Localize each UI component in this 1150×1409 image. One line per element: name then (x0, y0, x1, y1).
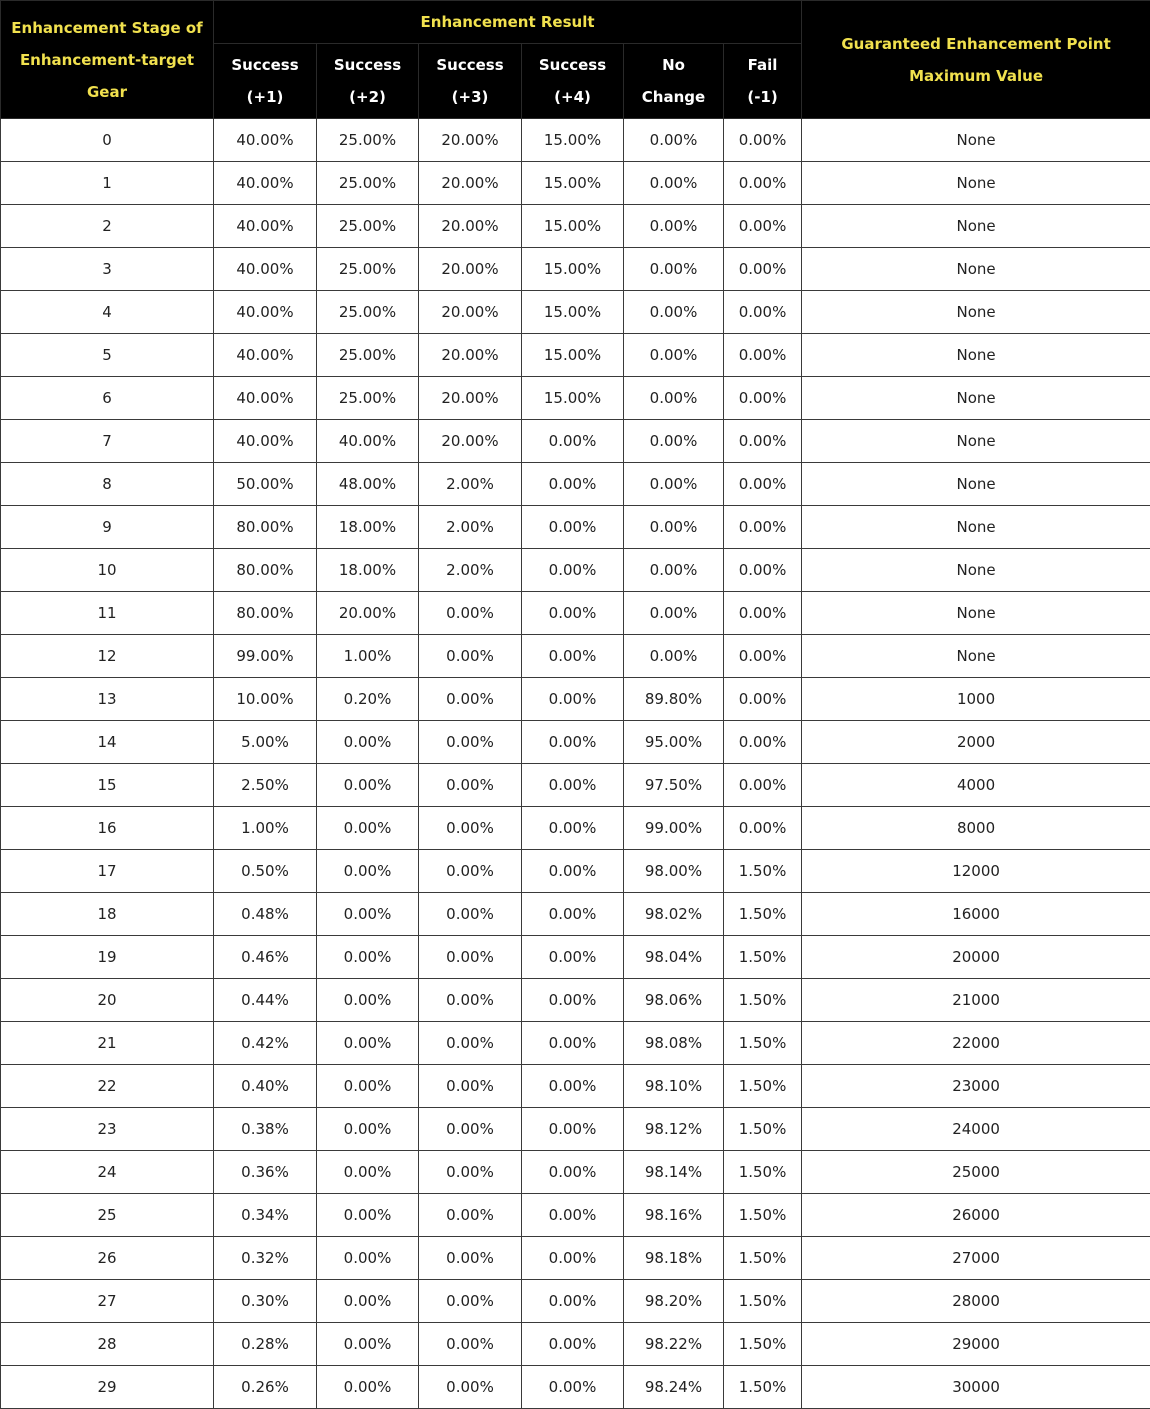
cell-success-plus-2: 0.00% (317, 1280, 419, 1323)
cell-success-plus-1: 0.28% (214, 1323, 317, 1366)
cell-guaranteed-max: 29000 (802, 1323, 1150, 1366)
cell-fail-minus-1: 0.00% (724, 506, 802, 549)
cell-stage: 25 (1, 1194, 214, 1237)
cell-success-plus-4: 0.00% (522, 1151, 624, 1194)
cell-success-plus-3: 0.00% (419, 893, 522, 936)
cell-guaranteed-max: None (802, 248, 1150, 291)
cell-success-plus-3: 0.00% (419, 1194, 522, 1237)
cell-no-change: 97.50% (624, 764, 724, 807)
cell-success-plus-2: 1.00% (317, 635, 419, 678)
cell-success-plus-3: 20.00% (419, 119, 522, 162)
header-fail-minus-1: Fail (-1) (724, 44, 802, 119)
header-guaranteed-point: Guaranteed Enhancement Point Maximum Value (802, 1, 1150, 119)
cell-success-plus-2: 0.00% (317, 721, 419, 764)
cell-success-plus-3: 0.00% (419, 850, 522, 893)
cell-success-plus-3: 0.00% (419, 1151, 522, 1194)
cell-success-plus-2: 25.00% (317, 291, 419, 334)
cell-fail-minus-1: 1.50% (724, 1194, 802, 1237)
cell-fail-minus-1: 0.00% (724, 549, 802, 592)
cell-success-plus-4: 0.00% (522, 979, 624, 1022)
cell-success-plus-4: 0.00% (522, 1108, 624, 1151)
cell-success-plus-1: 0.38% (214, 1108, 317, 1151)
cell-success-plus-4: 15.00% (522, 162, 624, 205)
cell-stage: 29 (1, 1366, 214, 1409)
table-row (1, 1194, 1150, 1237)
cell-stage: 4 (1, 291, 214, 334)
cell-success-plus-1: 0.44% (214, 979, 317, 1022)
cell-success-plus-1: 50.00% (214, 463, 317, 506)
cell-success-plus-2: 25.00% (317, 377, 419, 420)
cell-success-plus-2: 0.00% (317, 1108, 419, 1151)
cell-success-plus-1: 5.00% (214, 721, 317, 764)
table-body (1, 119, 1150, 1409)
cell-no-change: 98.22% (624, 1323, 724, 1366)
cell-success-plus-1: 40.00% (214, 205, 317, 248)
cell-no-change: 0.00% (624, 377, 724, 420)
cell-fail-minus-1: 0.00% (724, 291, 802, 334)
cell-guaranteed-max: 24000 (802, 1108, 1150, 1151)
cell-success-plus-4: 0.00% (522, 1194, 624, 1237)
table-row (1, 119, 1150, 162)
table-row (1, 291, 1150, 334)
cell-no-change: 98.16% (624, 1194, 724, 1237)
cell-success-plus-2: 0.00% (317, 1194, 419, 1237)
cell-success-plus-4: 15.00% (522, 377, 624, 420)
table-row (1, 420, 1150, 463)
table-row (1, 635, 1150, 678)
cell-stage: 23 (1, 1108, 214, 1151)
cell-guaranteed-max: None (802, 463, 1150, 506)
cell-stage: 7 (1, 420, 214, 463)
cell-guaranteed-max: None (802, 592, 1150, 635)
cell-success-plus-1: 10.00% (214, 678, 317, 721)
cell-guaranteed-max: None (802, 119, 1150, 162)
table-row (1, 764, 1150, 807)
cell-success-plus-1: 0.36% (214, 1151, 317, 1194)
table-row (1, 1151, 1150, 1194)
cell-stage: 27 (1, 1280, 214, 1323)
table-row (1, 721, 1150, 764)
table-row (1, 248, 1150, 291)
cell-success-plus-3: 0.00% (419, 592, 522, 635)
cell-success-plus-2: 0.20% (317, 678, 419, 721)
cell-fail-minus-1: 0.00% (724, 377, 802, 420)
cell-no-change: 98.24% (624, 1366, 724, 1409)
cell-success-plus-3: 20.00% (419, 162, 522, 205)
cell-no-change: 0.00% (624, 205, 724, 248)
cell-success-plus-2: 48.00% (317, 463, 419, 506)
cell-fail-minus-1: 0.00% (724, 592, 802, 635)
cell-success-plus-4: 0.00% (522, 549, 624, 592)
cell-guaranteed-max: 22000 (802, 1022, 1150, 1065)
cell-no-change: 98.10% (624, 1065, 724, 1108)
table-row (1, 377, 1150, 420)
cell-success-plus-3: 20.00% (419, 248, 522, 291)
cell-guaranteed-max: None (802, 549, 1150, 592)
cell-success-plus-3: 0.00% (419, 979, 522, 1022)
cell-success-plus-1: 0.26% (214, 1366, 317, 1409)
cell-success-plus-4: 0.00% (522, 463, 624, 506)
cell-guaranteed-max: 23000 (802, 1065, 1150, 1108)
cell-success-plus-2: 25.00% (317, 162, 419, 205)
cell-success-plus-3: 0.00% (419, 1237, 522, 1280)
cell-success-plus-3: 0.00% (419, 764, 522, 807)
cell-success-plus-4: 0.00% (522, 1323, 624, 1366)
cell-no-change: 98.06% (624, 979, 724, 1022)
table-row (1, 936, 1150, 979)
cell-no-change: 98.18% (624, 1237, 724, 1280)
cell-success-plus-4: 0.00% (522, 1280, 624, 1323)
cell-success-plus-1: 0.42% (214, 1022, 317, 1065)
header-success-plus-4: Success (+4) (522, 44, 624, 119)
table-row (1, 463, 1150, 506)
cell-success-plus-2: 18.00% (317, 506, 419, 549)
table-row (1, 334, 1150, 377)
cell-success-plus-3: 0.00% (419, 936, 522, 979)
cell-fail-minus-1: 1.50% (724, 1108, 802, 1151)
cell-success-plus-2: 0.00% (317, 1366, 419, 1409)
cell-success-plus-4: 0.00% (522, 506, 624, 549)
cell-success-plus-1: 40.00% (214, 377, 317, 420)
cell-success-plus-4: 15.00% (522, 248, 624, 291)
cell-guaranteed-max: None (802, 506, 1150, 549)
cell-success-plus-2: 0.00% (317, 764, 419, 807)
cell-success-plus-3: 0.00% (419, 807, 522, 850)
cell-success-plus-1: 0.30% (214, 1280, 317, 1323)
cell-no-change: 98.12% (624, 1108, 724, 1151)
cell-no-change: 0.00% (624, 334, 724, 377)
cell-guaranteed-max: None (802, 334, 1150, 377)
cell-no-change: 98.14% (624, 1151, 724, 1194)
cell-success-plus-4: 0.00% (522, 635, 624, 678)
cell-stage: 12 (1, 635, 214, 678)
cell-no-change: 0.00% (624, 463, 724, 506)
cell-success-plus-4: 0.00% (522, 1366, 624, 1409)
cell-success-plus-2: 0.00% (317, 807, 419, 850)
cell-no-change: 98.04% (624, 936, 724, 979)
cell-success-plus-4: 0.00% (522, 807, 624, 850)
table-row (1, 850, 1150, 893)
cell-success-plus-2: 0.00% (317, 1237, 419, 1280)
cell-fail-minus-1: 1.50% (724, 850, 802, 893)
cell-stage: 21 (1, 1022, 214, 1065)
table-row (1, 549, 1150, 592)
cell-fail-minus-1: 0.00% (724, 248, 802, 291)
cell-guaranteed-max: 8000 (802, 807, 1150, 850)
table-row (1, 592, 1150, 635)
cell-success-plus-2: 0.00% (317, 1151, 419, 1194)
table-row (1, 1366, 1150, 1409)
cell-guaranteed-max: None (802, 291, 1150, 334)
cell-success-plus-4: 0.00% (522, 592, 624, 635)
cell-stage: 1 (1, 162, 214, 205)
cell-stage: 14 (1, 721, 214, 764)
cell-success-plus-3: 20.00% (419, 334, 522, 377)
cell-no-change: 0.00% (624, 506, 724, 549)
table-row (1, 807, 1150, 850)
cell-success-plus-3: 2.00% (419, 463, 522, 506)
cell-no-change: 98.00% (624, 850, 724, 893)
cell-guaranteed-max: None (802, 420, 1150, 463)
cell-success-plus-1: 0.48% (214, 893, 317, 936)
header-success-plus-2: Success (+2) (317, 44, 419, 119)
cell-no-change: 0.00% (624, 635, 724, 678)
cell-stage: 24 (1, 1151, 214, 1194)
cell-success-plus-1: 0.50% (214, 850, 317, 893)
cell-success-plus-2: 18.00% (317, 549, 419, 592)
cell-success-plus-3: 2.00% (419, 506, 522, 549)
cell-success-plus-1: 40.00% (214, 162, 317, 205)
cell-success-plus-2: 0.00% (317, 1065, 419, 1108)
cell-no-change: 99.00% (624, 807, 724, 850)
cell-success-plus-1: 0.32% (214, 1237, 317, 1280)
cell-stage: 2 (1, 205, 214, 248)
cell-success-plus-3: 20.00% (419, 291, 522, 334)
cell-stage: 9 (1, 506, 214, 549)
cell-no-change: 0.00% (624, 291, 724, 334)
cell-success-plus-4: 0.00% (522, 678, 624, 721)
cell-fail-minus-1: 0.00% (724, 463, 802, 506)
cell-success-plus-4: 15.00% (522, 291, 624, 334)
cell-success-plus-3: 0.00% (419, 1323, 522, 1366)
cell-guaranteed-max: 1000 (802, 678, 1150, 721)
cell-guaranteed-max: 28000 (802, 1280, 1150, 1323)
cell-no-change: 0.00% (624, 248, 724, 291)
table-row (1, 1323, 1150, 1366)
cell-success-plus-1: 80.00% (214, 549, 317, 592)
cell-stage: 19 (1, 936, 214, 979)
cell-success-plus-4: 0.00% (522, 850, 624, 893)
cell-guaranteed-max: 25000 (802, 1151, 1150, 1194)
cell-guaranteed-max: 21000 (802, 979, 1150, 1022)
cell-success-plus-4: 0.00% (522, 1022, 624, 1065)
cell-stage: 0 (1, 119, 214, 162)
cell-no-change: 98.02% (624, 893, 724, 936)
cell-success-plus-3: 0.00% (419, 635, 522, 678)
cell-success-plus-2: 0.00% (317, 1022, 419, 1065)
cell-fail-minus-1: 0.00% (724, 678, 802, 721)
cell-guaranteed-max: None (802, 377, 1150, 420)
cell-fail-minus-1: 1.50% (724, 936, 802, 979)
cell-success-plus-4: 0.00% (522, 936, 624, 979)
cell-fail-minus-1: 1.50% (724, 1323, 802, 1366)
cell-success-plus-4: 0.00% (522, 420, 624, 463)
cell-success-plus-1: 2.50% (214, 764, 317, 807)
cell-guaranteed-max: 26000 (802, 1194, 1150, 1237)
cell-fail-minus-1: 0.00% (724, 807, 802, 850)
cell-success-plus-1: 80.00% (214, 592, 317, 635)
table-row (1, 162, 1150, 205)
cell-no-change: 0.00% (624, 549, 724, 592)
cell-fail-minus-1: 1.50% (724, 1151, 802, 1194)
cell-no-change: 0.00% (624, 162, 724, 205)
cell-guaranteed-max: 12000 (802, 850, 1150, 893)
table-row (1, 678, 1150, 721)
cell-success-plus-2: 25.00% (317, 248, 419, 291)
cell-stage: 28 (1, 1323, 214, 1366)
cell-stage: 13 (1, 678, 214, 721)
cell-success-plus-2: 25.00% (317, 334, 419, 377)
cell-success-plus-3: 0.00% (419, 1108, 522, 1151)
header-success-plus-3: Success (+3) (419, 44, 522, 119)
cell-success-plus-4: 0.00% (522, 721, 624, 764)
cell-success-plus-3: 20.00% (419, 205, 522, 248)
cell-success-plus-3: 2.00% (419, 549, 522, 592)
cell-success-plus-2: 0.00% (317, 850, 419, 893)
table-row (1, 1108, 1150, 1151)
cell-success-plus-4: 15.00% (522, 119, 624, 162)
cell-no-change: 0.00% (624, 592, 724, 635)
cell-success-plus-2: 40.00% (317, 420, 419, 463)
cell-guaranteed-max: None (802, 205, 1150, 248)
table-row (1, 506, 1150, 549)
cell-no-change: 98.20% (624, 1280, 724, 1323)
cell-stage: 6 (1, 377, 214, 420)
cell-guaranteed-max: None (802, 162, 1150, 205)
cell-fail-minus-1: 1.50% (724, 893, 802, 936)
cell-guaranteed-max: 20000 (802, 936, 1150, 979)
cell-success-plus-3: 0.00% (419, 678, 522, 721)
cell-success-plus-3: 20.00% (419, 377, 522, 420)
header-enhancement-result: Enhancement Result (214, 1, 802, 44)
cell-stage: 18 (1, 893, 214, 936)
cell-fail-minus-1: 1.50% (724, 979, 802, 1022)
cell-stage: 20 (1, 979, 214, 1022)
cell-success-plus-4: 0.00% (522, 1237, 624, 1280)
cell-success-plus-1: 80.00% (214, 506, 317, 549)
cell-stage: 10 (1, 549, 214, 592)
cell-success-plus-3: 0.00% (419, 1065, 522, 1108)
header-success-plus-1: Success (+1) (214, 44, 317, 119)
cell-no-change: 98.08% (624, 1022, 724, 1065)
cell-success-plus-1: 1.00% (214, 807, 317, 850)
cell-guaranteed-max: 30000 (802, 1366, 1150, 1409)
cell-stage: 11 (1, 592, 214, 635)
cell-success-plus-2: 0.00% (317, 936, 419, 979)
cell-success-plus-1: 40.00% (214, 334, 317, 377)
cell-success-plus-3: 0.00% (419, 1022, 522, 1065)
cell-success-plus-4: 0.00% (522, 764, 624, 807)
cell-fail-minus-1: 0.00% (724, 635, 802, 678)
cell-fail-minus-1: 1.50% (724, 1065, 802, 1108)
cell-fail-minus-1: 0.00% (724, 764, 802, 807)
cell-fail-minus-1: 0.00% (724, 205, 802, 248)
cell-fail-minus-1: 1.50% (724, 1237, 802, 1280)
cell-success-plus-3: 0.00% (419, 721, 522, 764)
table-row (1, 1022, 1150, 1065)
cell-no-change: 0.00% (624, 119, 724, 162)
table-row (1, 979, 1150, 1022)
cell-fail-minus-1: 0.00% (724, 162, 802, 205)
cell-guaranteed-max: 2000 (802, 721, 1150, 764)
cell-stage: 26 (1, 1237, 214, 1280)
cell-fail-minus-1: 0.00% (724, 334, 802, 377)
table-row (1, 893, 1150, 936)
cell-success-plus-1: 40.00% (214, 420, 317, 463)
cell-guaranteed-max: 16000 (802, 893, 1150, 936)
cell-success-plus-2: 20.00% (317, 592, 419, 635)
cell-stage: 5 (1, 334, 214, 377)
header-no-change: No Change (624, 44, 724, 119)
cell-fail-minus-1: 0.00% (724, 721, 802, 764)
cell-success-plus-3: 20.00% (419, 420, 522, 463)
cell-success-plus-3: 0.00% (419, 1280, 522, 1323)
cell-success-plus-2: 25.00% (317, 205, 419, 248)
table-row (1, 1280, 1150, 1323)
cell-success-plus-2: 0.00% (317, 979, 419, 1022)
cell-guaranteed-max: 4000 (802, 764, 1150, 807)
cell-no-change: 89.80% (624, 678, 724, 721)
header-enhancement-stage: Enhancement Stage of Enhancement-target Gear (1, 1, 214, 119)
cell-success-plus-4: 15.00% (522, 334, 624, 377)
cell-success-plus-4: 0.00% (522, 1065, 624, 1108)
cell-success-plus-1: 99.00% (214, 635, 317, 678)
cell-stage: 17 (1, 850, 214, 893)
cell-stage: 16 (1, 807, 214, 850)
cell-success-plus-1: 40.00% (214, 119, 317, 162)
cell-fail-minus-1: 1.50% (724, 1366, 802, 1409)
cell-stage: 8 (1, 463, 214, 506)
cell-success-plus-1: 0.40% (214, 1065, 317, 1108)
cell-fail-minus-1: 1.50% (724, 1022, 802, 1065)
cell-success-plus-1: 40.00% (214, 291, 317, 334)
cell-success-plus-2: 25.00% (317, 119, 419, 162)
cell-stage: 22 (1, 1065, 214, 1108)
table-row (1, 1065, 1150, 1108)
cell-fail-minus-1: 1.50% (724, 1280, 802, 1323)
table-header (1, 1, 1150, 119)
cell-no-change: 95.00% (624, 721, 724, 764)
cell-fail-minus-1: 0.00% (724, 420, 802, 463)
cell-success-plus-3: 0.00% (419, 1366, 522, 1409)
cell-stage: 3 (1, 248, 214, 291)
cell-success-plus-2: 0.00% (317, 893, 419, 936)
cell-guaranteed-max: 27000 (802, 1237, 1150, 1280)
cell-guaranteed-max: None (802, 635, 1150, 678)
table-row (1, 1237, 1150, 1280)
cell-stage: 15 (1, 764, 214, 807)
table-row (1, 205, 1150, 248)
cell-success-plus-1: 0.34% (214, 1194, 317, 1237)
cell-success-plus-1: 40.00% (214, 248, 317, 291)
cell-no-change: 0.00% (624, 420, 724, 463)
cell-success-plus-2: 0.00% (317, 1323, 419, 1366)
cell-success-plus-4: 15.00% (522, 205, 624, 248)
cell-success-plus-1: 0.46% (214, 936, 317, 979)
cell-success-plus-4: 0.00% (522, 893, 624, 936)
cell-fail-minus-1: 0.00% (724, 119, 802, 162)
